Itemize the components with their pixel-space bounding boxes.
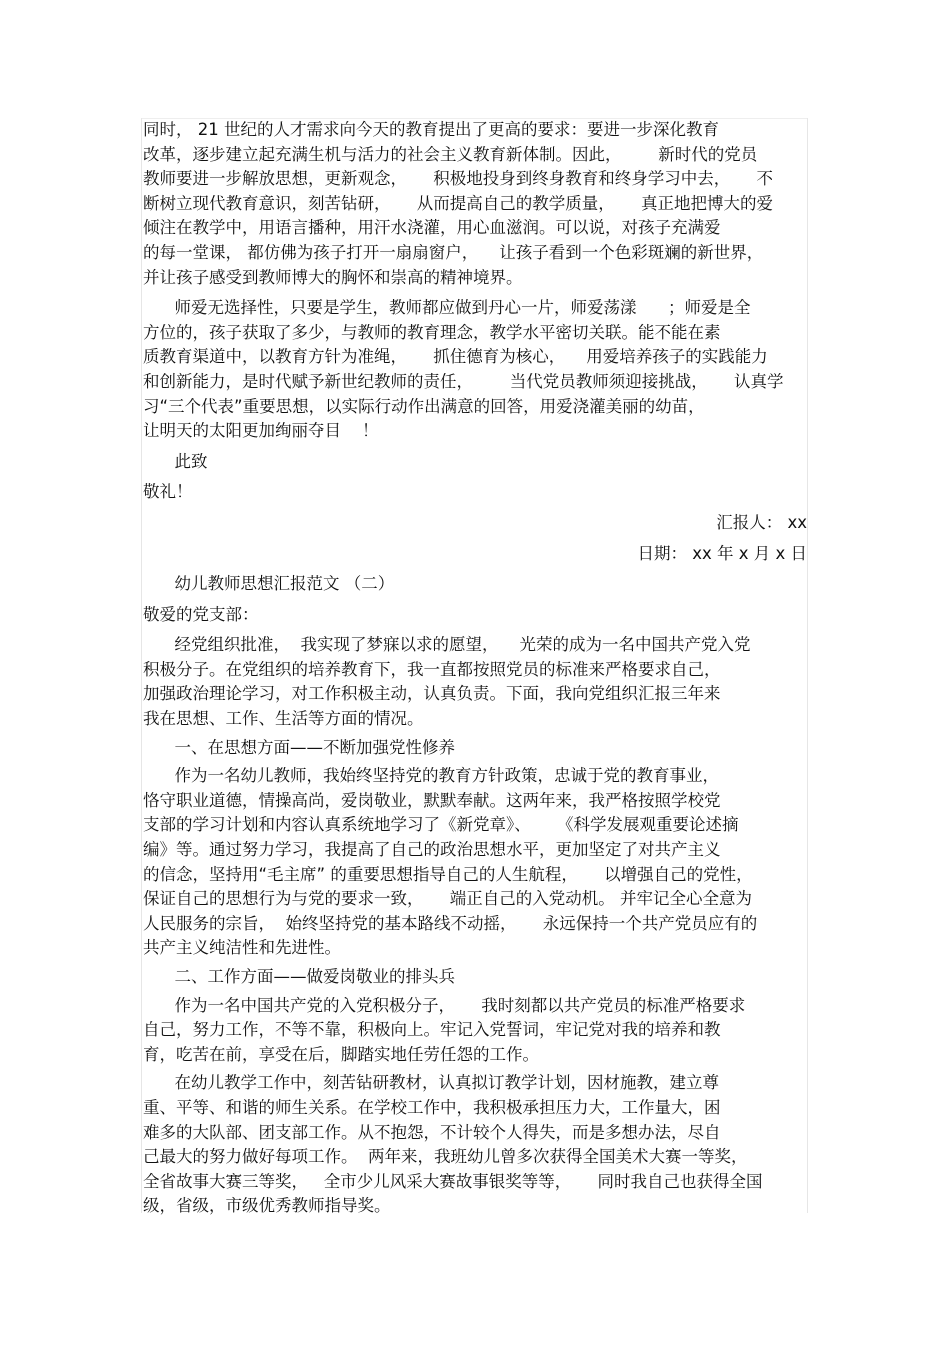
text-line: 支部的学习计划和内容认真系统地学习了《新党章》、 《科学发展观重要论述摘 [143, 815, 739, 835]
text-line: 经党组织批准， 我实现了梦寐以求的愿望， 光荣的成为一名中国共产党入党 [143, 635, 751, 655]
text-line: 作为一名幼儿教师，我始终坚持党的教育方针政策，忠诚于党的教育事业， [143, 766, 719, 786]
text-line: 重、平等、和谐的师生关系。在学校工作中，我积极承担压力大，工作量大，困 [143, 1097, 721, 1117]
text-line: 作为一名中国共产党的入党积极分子， 我时刻都以共产党员的标准严格要求 [143, 995, 746, 1015]
document-body [143, 118, 807, 1219]
text-line: 积极分子。在党组织的培养教育下，我一直都按照党员的标准来严格要求自己， [143, 659, 721, 679]
text-line: 的每一堂课， 都仿佛为孩子打开一扇扇窗户， 让孩子看到一个色彩斑斓的新世界， [143, 242, 764, 262]
text-line: 和创新能力，是时代赋予新世纪教师的责任， 当代党员教师须迎接挑战， 认真学 [143, 371, 784, 391]
text-line: 的信念，坚持用“毛主席” 的重要思想指导自己的人生航程， 以增强自己的党性， [143, 864, 753, 884]
section-title: 幼儿教师思想汇报范文 （二） [143, 574, 395, 594]
text-line: 改革，逐步建立起充满生机与活力的社会主义教育新体制。因此， 新时代的党员 [143, 144, 758, 164]
signature-reporter: 汇报人： xx [716, 512, 807, 532]
salutation: 敬爱的党支部： [143, 604, 259, 624]
text-line: 在幼儿教学工作中，刻苦钻研教材，认真拟订教学计划，因材施教，建立尊 [143, 1073, 719, 1093]
heading-ideology: 一、在思想方面——不断加强党性修养 [143, 737, 455, 757]
closing-cizhi: 此致 [143, 451, 208, 471]
text-line: 我在思想、工作、生活等方面的情况。 [143, 709, 424, 729]
text-line: 难多的大队部、团支部工作。从不抱怨，不计较个人得失，而是多想办法，尽自 [143, 1122, 721, 1142]
text-line: 习“三个代表”重要思想，以实际行动作出满意的回答，用爱浇灌美丽的幼苗， [143, 396, 705, 416]
text-line: 质教育渠道中，以教育方针为准绳， 抓住德育为核心， 用爱培养孩子的实践能力 [143, 347, 768, 367]
text-line: 育，吃苦在前，享受在后，脚踏实地任劳任怨的工作。 [143, 1044, 539, 1064]
text-line: 编》等。通过努力学习，我提高了自己的政治思想水平，更加坚定了对共产主义 [143, 840, 721, 860]
text-line: 同时， 21 世纪的人才需求向今天的教育提出了更高的要求：要进一步深化教育 [143, 120, 719, 139]
text-line: 方位的，孩子获取了多少，与教师的教育理念，教学水平密切关联。能不能在素 [143, 322, 721, 342]
signature-date: 日期： xx 年 x 月 x 日 [637, 543, 807, 563]
text-line: 恪守职业道德，情操高尚，爱岗敬业，默默奉献。这两年来，我严格按照学校党 [143, 790, 721, 810]
text-line: 让明天的太阳更加绚丽夺目 ！ [143, 421, 379, 441]
text-line: 级，省级，市级优秀教师指导奖。 [143, 1196, 391, 1216]
text-line: 自己，努力工作，不等不靠，积极向上。牢记入党誓词，牢记党对我的培养和教 [143, 1020, 721, 1040]
text-line: 断树立现代教育意识，刻苦钻研， 从而提高自己的教学质量， 真正地把博大的爱 [143, 193, 773, 213]
paragraph-intro [143, 633, 807, 731]
page-border-left [141, 118, 142, 1213]
text-line: 师爱无选择性，只要是学生，教师都应做到丹心一片，师爱荡漾 ；师爱是全 [143, 298, 751, 318]
paragraph-teacher-love [143, 296, 807, 444]
text-line: 加强政治理论学习，对工作积极主动，认真负责。下面，我向党组织汇报三年来 [143, 684, 721, 704]
text-line: 己最大的努力做好每项工作。 两年来，我班幼儿曾多次获得全国美术大赛一等奖， [143, 1147, 748, 1167]
paragraph-ideology [143, 764, 807, 961]
paragraph-teaching [143, 1071, 807, 1219]
text-line: 并让孩子感受到教师博大的胸怀和崇高的精神境界。 [143, 267, 523, 287]
paragraph-education-reform [143, 118, 807, 290]
text-line: 保证自己的思想行为与党的要求一致， 端正自己的入党动机。 并牢记全心全意为 [143, 889, 752, 909]
text-line: 人民服务的宗旨， 始终坚持党的基本路线不动摇， 永远保持一个共产党员应有的 [143, 913, 758, 933]
page-border-right [807, 118, 808, 1213]
text-line: 倾注在教学中，用语言播种，用汗水浇灌，用心血滋润。可以说，对孩子充满爱 [143, 218, 721, 238]
heading-work: 二、工作方面——做爱岗敬业的排头兵 [143, 967, 455, 986]
closing-jingli: 敬礼！ [143, 482, 193, 502]
paragraph-work [143, 994, 807, 1068]
text-line: 教师要进一步解放思想，更新观念， 积极地投身到终身教育和终身学习中去， 不 [143, 169, 773, 189]
text-line: 全省故事大赛三等奖， 全市少儿风采大赛故事银奖等等， 同时我自己也获得全国 [143, 1171, 763, 1191]
text-line: 共产主义纯洁性和先进性。 [143, 938, 341, 958]
